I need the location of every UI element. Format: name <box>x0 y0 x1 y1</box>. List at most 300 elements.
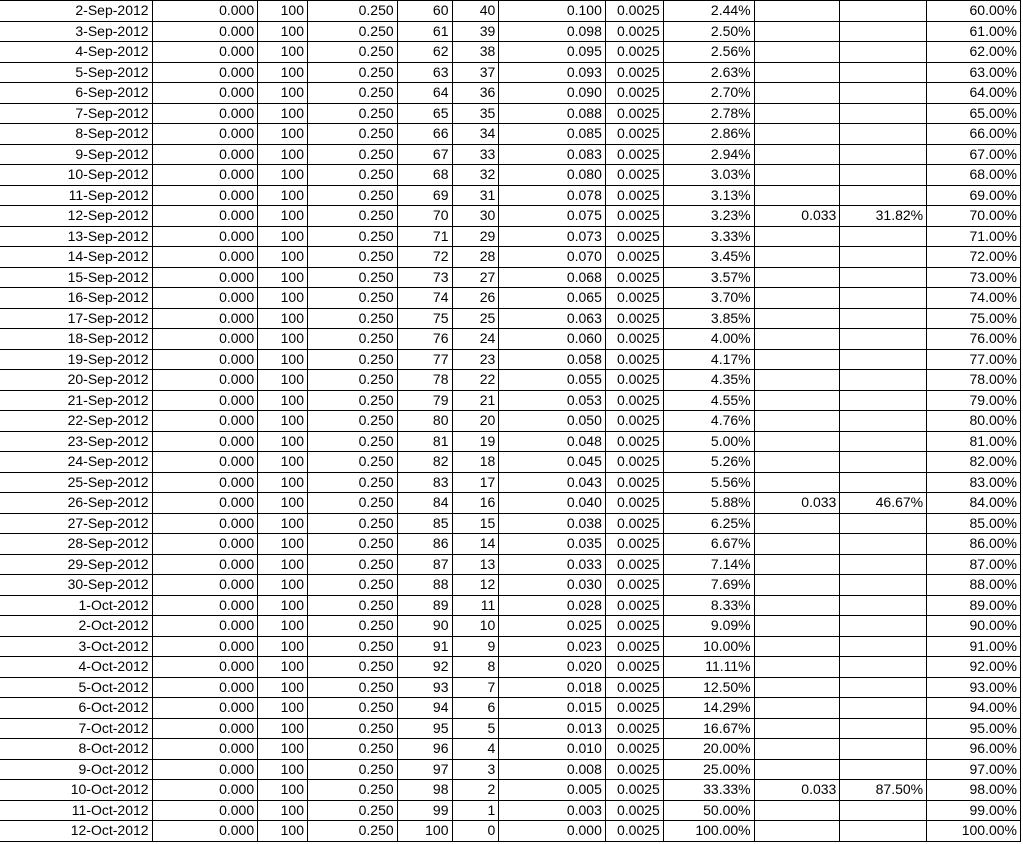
table-cell[interactable]: 10.00% <box>663 636 754 657</box>
table-cell[interactable]: 0.000 <box>152 759 258 780</box>
table-cell[interactable]: 93 <box>397 677 452 698</box>
table-cell[interactable]: 100 <box>258 575 308 596</box>
table-cell[interactable]: 0.000 <box>152 390 258 411</box>
table-cell[interactable] <box>754 83 840 104</box>
table-cell[interactable] <box>754 554 840 575</box>
table-cell[interactable]: 0.000 <box>152 677 258 698</box>
table-cell[interactable]: 89.00% <box>927 595 1021 616</box>
table-cell[interactable]: 0.000 <box>152 247 258 268</box>
table-cell[interactable]: 0.0025 <box>605 288 663 309</box>
table-cell[interactable]: 9 <box>452 636 499 657</box>
table-cell[interactable]: 0.000 <box>152 513 258 534</box>
table-cell[interactable] <box>754 800 840 821</box>
table-cell[interactable]: 0.030 <box>499 575 606 596</box>
table-cell[interactable]: 29 <box>452 226 499 247</box>
table-cell[interactable]: 3.13% <box>663 185 754 206</box>
table-cell[interactable]: 62.00% <box>927 42 1021 63</box>
table-cell[interactable] <box>754 472 840 493</box>
table-cell[interactable]: 0.250 <box>308 452 398 473</box>
table-cell[interactable]: 71.00% <box>927 226 1021 247</box>
table-cell[interactable]: 25 <box>452 308 499 329</box>
table-cell[interactable]: 0.000 <box>152 472 258 493</box>
table-cell[interactable]: 4.76% <box>663 411 754 432</box>
table-cell[interactable]: 0.0025 <box>605 821 663 842</box>
table-cell[interactable]: 0.0025 <box>605 739 663 760</box>
table-cell[interactable] <box>840 411 927 432</box>
table-cell[interactable]: 22-Sep-2012 <box>0 411 152 432</box>
table-cell[interactable]: 0.010 <box>499 739 606 760</box>
table-cell[interactable]: 16.67% <box>663 718 754 739</box>
table-cell[interactable]: 0.250 <box>308 718 398 739</box>
table-cell[interactable]: 76.00% <box>927 329 1021 350</box>
table-cell[interactable]: 0.250 <box>308 800 398 821</box>
table-cell[interactable]: 100 <box>258 42 308 63</box>
table-cell[interactable]: 0.250 <box>308 370 398 391</box>
table-cell[interactable]: 2.44% <box>663 1 754 22</box>
table-cell[interactable]: 0.000 <box>152 616 258 637</box>
table-cell[interactable] <box>754 62 840 83</box>
table-cell[interactable]: 0.025 <box>499 616 606 637</box>
table-cell[interactable]: 63 <box>397 62 452 83</box>
table-cell[interactable] <box>840 472 927 493</box>
table-cell[interactable]: 7-Sep-2012 <box>0 103 152 124</box>
table-cell[interactable]: 7 <box>452 677 499 698</box>
table-cell[interactable]: 0.023 <box>499 636 606 657</box>
table-cell[interactable] <box>840 83 927 104</box>
table-cell[interactable] <box>840 431 927 452</box>
table-cell[interactable]: 74 <box>397 288 452 309</box>
table-cell[interactable]: 0.0025 <box>605 431 663 452</box>
table-cell[interactable]: 68 <box>397 165 452 186</box>
table-cell[interactable]: 77 <box>397 349 452 370</box>
table-cell[interactable]: 10-Sep-2012 <box>0 165 152 186</box>
table-cell[interactable] <box>754 247 840 268</box>
table-cell[interactable]: 88 <box>397 575 452 596</box>
table-cell[interactable]: 8.33% <box>663 595 754 616</box>
table-cell[interactable]: 11.11% <box>663 657 754 678</box>
table-cell[interactable]: 14.29% <box>663 698 754 719</box>
table-cell[interactable]: 0.000 <box>152 452 258 473</box>
table-cell[interactable]: 0.250 <box>308 493 398 514</box>
table-cell[interactable]: 25-Sep-2012 <box>0 472 152 493</box>
table-cell[interactable]: 23-Sep-2012 <box>0 431 152 452</box>
table-cell[interactable]: 0.015 <box>499 698 606 719</box>
table-cell[interactable]: 4.55% <box>663 390 754 411</box>
table-cell[interactable]: 2.78% <box>663 103 754 124</box>
table-cell[interactable]: 2.86% <box>663 124 754 145</box>
table-cell[interactable]: 0.000 <box>152 657 258 678</box>
table-cell[interactable]: 60.00% <box>927 1 1021 22</box>
table-cell[interactable]: 11 <box>452 595 499 616</box>
table-cell[interactable]: 0.063 <box>499 308 606 329</box>
table-cell[interactable]: 7-Oct-2012 <box>0 718 152 739</box>
table-cell[interactable]: 0.055 <box>499 370 606 391</box>
table-cell[interactable]: 0.250 <box>308 390 398 411</box>
table-cell[interactable] <box>840 62 927 83</box>
table-cell[interactable]: 15-Sep-2012 <box>0 267 152 288</box>
table-cell[interactable]: 17 <box>452 472 499 493</box>
table-cell[interactable]: 0.0025 <box>605 780 663 801</box>
table-cell[interactable]: 100 <box>258 759 308 780</box>
table-cell[interactable]: 7.69% <box>663 575 754 596</box>
table-cell[interactable]: 0.000 <box>152 165 258 186</box>
table-cell[interactable]: 0.005 <box>499 780 606 801</box>
table-cell[interactable]: 100 <box>258 267 308 288</box>
table-cell[interactable]: 3.85% <box>663 308 754 329</box>
table-cell[interactable]: 90.00% <box>927 616 1021 637</box>
table-cell[interactable]: 7.14% <box>663 554 754 575</box>
table-cell[interactable]: 0.033 <box>754 206 840 227</box>
table-cell[interactable]: 100 <box>258 780 308 801</box>
table-cell[interactable]: 87.00% <box>927 554 1021 575</box>
table-cell[interactable]: 0.000 <box>152 698 258 719</box>
table-cell[interactable] <box>754 575 840 596</box>
table-cell[interactable]: 0.000 <box>152 144 258 165</box>
table-cell[interactable]: 4.00% <box>663 329 754 350</box>
table-cell[interactable]: 67 <box>397 144 452 165</box>
table-cell[interactable]: 72.00% <box>927 247 1021 268</box>
table-cell[interactable]: 6-Oct-2012 <box>0 698 152 719</box>
table-cell[interactable]: 6.25% <box>663 513 754 534</box>
table-cell[interactable]: 12 <box>452 575 499 596</box>
table-cell[interactable] <box>840 595 927 616</box>
table-cell[interactable]: 0.058 <box>499 349 606 370</box>
table-cell[interactable] <box>840 657 927 678</box>
table-cell[interactable]: 100 <box>258 657 308 678</box>
table-cell[interactable]: 0.0025 <box>605 267 663 288</box>
table-cell[interactable]: 90 <box>397 616 452 637</box>
table-cell[interactable]: 0.0025 <box>605 759 663 780</box>
table-cell[interactable]: 18 <box>452 452 499 473</box>
table-cell[interactable] <box>754 739 840 760</box>
table-cell[interactable]: 33.33% <box>663 780 754 801</box>
table-cell[interactable]: 0.250 <box>308 349 398 370</box>
table-cell[interactable]: 40 <box>452 1 499 22</box>
table-cell[interactable]: 65.00% <box>927 103 1021 124</box>
table-cell[interactable]: 84.00% <box>927 493 1021 514</box>
table-cell[interactable]: 2-Oct-2012 <box>0 616 152 637</box>
table-cell[interactable]: 39 <box>452 21 499 42</box>
table-cell[interactable]: 100 <box>258 718 308 739</box>
table-cell[interactable]: 0.070 <box>499 247 606 268</box>
table-cell[interactable] <box>754 308 840 329</box>
table-cell[interactable]: 0.090 <box>499 83 606 104</box>
table-cell[interactable]: 92.00% <box>927 657 1021 678</box>
table-cell[interactable]: 0.250 <box>308 206 398 227</box>
table-cell[interactable]: 0.0025 <box>605 103 663 124</box>
table-cell[interactable]: 100 <box>258 411 308 432</box>
table-cell[interactable]: 0.000 <box>499 821 606 842</box>
table-cell[interactable]: 0.0025 <box>605 636 663 657</box>
table-cell[interactable]: 0.250 <box>308 759 398 780</box>
table-cell[interactable]: 96.00% <box>927 739 1021 760</box>
table-cell[interactable]: 0.250 <box>308 62 398 83</box>
table-cell[interactable] <box>840 821 927 842</box>
table-cell[interactable]: 18-Sep-2012 <box>0 329 152 350</box>
table-cell[interactable]: 0.068 <box>499 267 606 288</box>
table-cell[interactable]: 100.00% <box>927 821 1021 842</box>
table-cell[interactable]: 100 <box>258 1 308 22</box>
table-cell[interactable]: 64 <box>397 83 452 104</box>
table-cell[interactable] <box>754 718 840 739</box>
table-cell[interactable]: 80.00% <box>927 411 1021 432</box>
table-cell[interactable]: 0.250 <box>308 226 398 247</box>
table-cell[interactable]: 2.63% <box>663 62 754 83</box>
table-cell[interactable] <box>840 185 927 206</box>
table-cell[interactable]: 2.56% <box>663 42 754 63</box>
table-cell[interactable]: 94 <box>397 698 452 719</box>
table-cell[interactable]: 100 <box>258 329 308 350</box>
table-cell[interactable]: 0.040 <box>499 493 606 514</box>
table-cell[interactable] <box>754 370 840 391</box>
table-cell[interactable] <box>840 226 927 247</box>
table-cell[interactable]: 100 <box>258 308 308 329</box>
table-cell[interactable] <box>840 554 927 575</box>
table-cell[interactable] <box>754 288 840 309</box>
table-cell[interactable]: 0.000 <box>152 636 258 657</box>
table-cell[interactable]: 75.00% <box>927 308 1021 329</box>
table-cell[interactable]: 63.00% <box>927 62 1021 83</box>
table-cell[interactable]: 0.250 <box>308 431 398 452</box>
table-cell[interactable]: 30-Sep-2012 <box>0 575 152 596</box>
table-cell[interactable]: 0.0025 <box>605 698 663 719</box>
table-cell[interactable] <box>840 308 927 329</box>
table-cell[interactable]: 0.000 <box>152 800 258 821</box>
table-cell[interactable]: 0.000 <box>152 595 258 616</box>
table-cell[interactable]: 0.050 <box>499 411 606 432</box>
table-cell[interactable]: 0.0025 <box>605 21 663 42</box>
table-cell[interactable]: 0.250 <box>308 780 398 801</box>
table-cell[interactable]: 4-Sep-2012 <box>0 42 152 63</box>
table-cell[interactable]: 30 <box>452 206 499 227</box>
table-cell[interactable]: 0.250 <box>308 83 398 104</box>
table-cell[interactable] <box>840 124 927 145</box>
table-cell[interactable]: 13-Sep-2012 <box>0 226 152 247</box>
table-cell[interactable]: 22 <box>452 370 499 391</box>
table-cell[interactable] <box>840 452 927 473</box>
table-cell[interactable] <box>840 267 927 288</box>
table-cell[interactable]: 0.085 <box>499 124 606 145</box>
table-cell[interactable]: 0.080 <box>499 165 606 186</box>
table-cell[interactable]: 89 <box>397 595 452 616</box>
table-cell[interactable]: 0.000 <box>152 739 258 760</box>
table-cell[interactable]: 0.065 <box>499 288 606 309</box>
table-cell[interactable]: 5.56% <box>663 472 754 493</box>
table-cell[interactable]: 100 <box>258 595 308 616</box>
table-cell[interactable] <box>754 759 840 780</box>
table-cell[interactable]: 86 <box>397 534 452 555</box>
table-cell[interactable]: 0.000 <box>152 575 258 596</box>
table-cell[interactable]: 20 <box>452 411 499 432</box>
table-cell[interactable]: 0.0025 <box>605 493 663 514</box>
table-cell[interactable]: 72 <box>397 247 452 268</box>
table-cell[interactable] <box>840 21 927 42</box>
table-cell[interactable]: 100 <box>258 247 308 268</box>
table-cell[interactable]: 9-Sep-2012 <box>0 144 152 165</box>
table-cell[interactable]: 24 <box>452 329 499 350</box>
table-cell[interactable] <box>754 595 840 616</box>
table-cell[interactable]: 84 <box>397 493 452 514</box>
table-cell[interactable]: 85 <box>397 513 452 534</box>
table-cell[interactable]: 31.82% <box>840 206 927 227</box>
table-cell[interactable]: 0.000 <box>152 267 258 288</box>
table-cell[interactable]: 6 <box>452 698 499 719</box>
table-cell[interactable]: 0.0025 <box>605 370 663 391</box>
table-cell[interactable]: 0.0025 <box>605 513 663 534</box>
table-cell[interactable]: 86.00% <box>927 534 1021 555</box>
table-cell[interactable]: 61 <box>397 21 452 42</box>
table-cell[interactable]: 0.0025 <box>605 62 663 83</box>
table-cell[interactable]: 100 <box>258 800 308 821</box>
table-cell[interactable]: 66.00% <box>927 124 1021 145</box>
table-cell[interactable]: 0.033 <box>754 493 840 514</box>
table-cell[interactable]: 80 <box>397 411 452 432</box>
table-cell[interactable]: 96 <box>397 739 452 760</box>
table-cell[interactable]: 0.000 <box>152 185 258 206</box>
table-cell[interactable]: 20.00% <box>663 739 754 760</box>
table-cell[interactable]: 0.250 <box>308 513 398 534</box>
table-cell[interactable]: 0.045 <box>499 452 606 473</box>
table-cell[interactable] <box>840 513 927 534</box>
table-cell[interactable]: 3.45% <box>663 247 754 268</box>
table-cell[interactable]: 0.0025 <box>605 165 663 186</box>
table-cell[interactable]: 0.0025 <box>605 718 663 739</box>
table-cell[interactable]: 0.0025 <box>605 472 663 493</box>
table-cell[interactable]: 100 <box>258 185 308 206</box>
table-cell[interactable]: 0.000 <box>152 21 258 42</box>
table-cell[interactable]: 100.00% <box>663 821 754 842</box>
table-cell[interactable]: 3.23% <box>663 206 754 227</box>
table-cell[interactable]: 69 <box>397 185 452 206</box>
table-cell[interactable]: 34 <box>452 124 499 145</box>
table-cell[interactable]: 0.000 <box>152 124 258 145</box>
table-cell[interactable]: 0.250 <box>308 595 398 616</box>
table-cell[interactable]: 100 <box>258 554 308 575</box>
table-cell[interactable] <box>754 431 840 452</box>
table-cell[interactable]: 100 <box>258 636 308 657</box>
table-cell[interactable]: 0.250 <box>308 636 398 657</box>
table-cell[interactable]: 99 <box>397 800 452 821</box>
table-cell[interactable]: 0.0025 <box>605 595 663 616</box>
table-cell[interactable]: 0.250 <box>308 575 398 596</box>
table-cell[interactable]: 0.000 <box>152 226 258 247</box>
table-cell[interactable]: 26-Sep-2012 <box>0 493 152 514</box>
table-cell[interactable]: 0.0025 <box>605 800 663 821</box>
table-cell[interactable]: 0.018 <box>499 677 606 698</box>
table-cell[interactable]: 0.250 <box>308 247 398 268</box>
table-cell[interactable]: 77.00% <box>927 349 1021 370</box>
table-cell[interactable]: 0.250 <box>308 1 398 22</box>
table-cell[interactable]: 0.083 <box>499 144 606 165</box>
table-cell[interactable]: 2.94% <box>663 144 754 165</box>
table-cell[interactable]: 20-Sep-2012 <box>0 370 152 391</box>
table-cell[interactable]: 6-Sep-2012 <box>0 83 152 104</box>
table-cell[interactable]: 73.00% <box>927 267 1021 288</box>
table-cell[interactable] <box>840 288 927 309</box>
table-cell[interactable] <box>754 390 840 411</box>
table-cell[interactable]: 0.0025 <box>605 616 663 637</box>
table-cell[interactable]: 0.250 <box>308 411 398 432</box>
table-cell[interactable]: 11-Oct-2012 <box>0 800 152 821</box>
table-cell[interactable]: 0.0025 <box>605 329 663 350</box>
table-cell[interactable]: 66 <box>397 124 452 145</box>
table-cell[interactable]: 0.013 <box>499 718 606 739</box>
table-cell[interactable]: 0.000 <box>152 718 258 739</box>
table-cell[interactable]: 65 <box>397 103 452 124</box>
table-cell[interactable]: 0.250 <box>308 472 398 493</box>
table-cell[interactable]: 0.000 <box>152 42 258 63</box>
table-cell[interactable]: 0.000 <box>152 493 258 514</box>
table-cell[interactable]: 2.50% <box>663 21 754 42</box>
table-cell[interactable]: 100 <box>397 821 452 842</box>
table-cell[interactable]: 3.57% <box>663 267 754 288</box>
table-cell[interactable]: 70 <box>397 206 452 227</box>
table-cell[interactable]: 0.250 <box>308 698 398 719</box>
table-cell[interactable]: 0.250 <box>308 821 398 842</box>
table-cell[interactable]: 0.250 <box>308 308 398 329</box>
table-cell[interactable]: 12.50% <box>663 677 754 698</box>
table-cell[interactable]: 37 <box>452 62 499 83</box>
table-cell[interactable]: 0.250 <box>308 42 398 63</box>
table-cell[interactable]: 75 <box>397 308 452 329</box>
table-cell[interactable]: 0.000 <box>152 554 258 575</box>
table-cell[interactable]: 0.0025 <box>605 534 663 555</box>
table-cell[interactable]: 0.075 <box>499 206 606 227</box>
table-cell[interactable]: 97 <box>397 759 452 780</box>
table-cell[interactable]: 79 <box>397 390 452 411</box>
table-cell[interactable]: 14 <box>452 534 499 555</box>
table-cell[interactable] <box>840 759 927 780</box>
table-cell[interactable]: 0.250 <box>308 21 398 42</box>
table-cell[interactable]: 0.098 <box>499 21 606 42</box>
table-cell[interactable]: 100 <box>258 616 308 637</box>
table-cell[interactable]: 0.000 <box>152 431 258 452</box>
table-cell[interactable] <box>754 616 840 637</box>
table-cell[interactable]: 0.035 <box>499 534 606 555</box>
table-cell[interactable]: 0.0025 <box>605 247 663 268</box>
table-cell[interactable]: 8 <box>452 657 499 678</box>
table-cell[interactable]: 0.0025 <box>605 575 663 596</box>
table-cell[interactable]: 0.0025 <box>605 390 663 411</box>
table-cell[interactable]: 0.250 <box>308 677 398 698</box>
table-cell[interactable]: 0.250 <box>308 657 398 678</box>
table-cell[interactable]: 0.048 <box>499 431 606 452</box>
table-cell[interactable]: 0.000 <box>152 288 258 309</box>
table-cell[interactable]: 98.00% <box>927 780 1021 801</box>
table-cell[interactable]: 0.008 <box>499 759 606 780</box>
table-cell[interactable]: 28 <box>452 247 499 268</box>
table-cell[interactable] <box>840 165 927 186</box>
table-cell[interactable]: 0.0025 <box>605 185 663 206</box>
table-cell[interactable]: 0.250 <box>308 554 398 575</box>
table-cell[interactable]: 100 <box>258 288 308 309</box>
table-cell[interactable]: 100 <box>258 493 308 514</box>
table-cell[interactable]: 74.00% <box>927 288 1021 309</box>
table-cell[interactable]: 99.00% <box>927 800 1021 821</box>
table-cell[interactable]: 78.00% <box>927 370 1021 391</box>
table-cell[interactable]: 81 <box>397 431 452 452</box>
table-cell[interactable] <box>754 534 840 555</box>
table-cell[interactable]: 100 <box>258 103 308 124</box>
table-cell[interactable]: 0.033 <box>499 554 606 575</box>
table-cell[interactable]: 16-Sep-2012 <box>0 288 152 309</box>
table-cell[interactable]: 0.0025 <box>605 411 663 432</box>
table-cell[interactable]: 0.0025 <box>605 124 663 145</box>
table-cell[interactable] <box>840 349 927 370</box>
table-cell[interactable]: 100 <box>258 370 308 391</box>
table-cell[interactable] <box>754 452 840 473</box>
table-cell[interactable]: 0.250 <box>308 739 398 760</box>
